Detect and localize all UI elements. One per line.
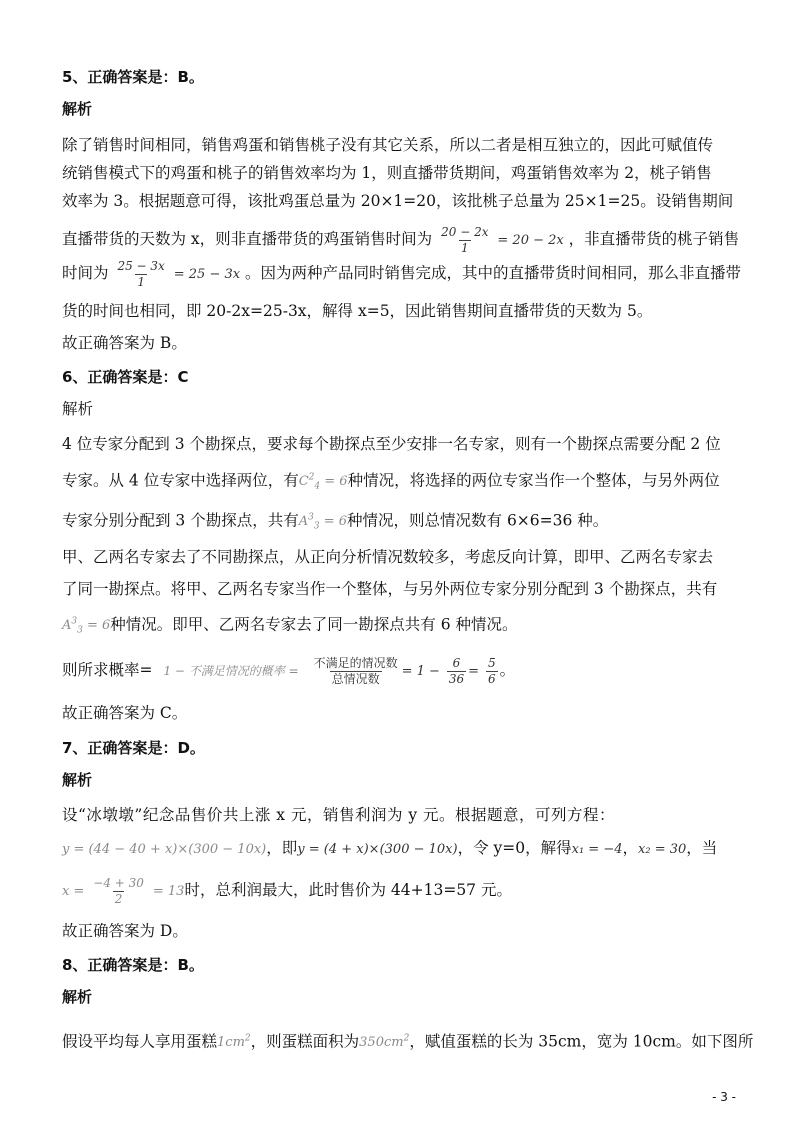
peach-fraction-numerator: 25 − 3x (117, 258, 165, 273)
unit-area-1-value: 1cm (217, 1035, 245, 1051)
q6-line-2-tail: 种情况，将选择的两位专家当作一个整体，与另外两位 (347, 471, 720, 490)
probability-fraction-2 (447, 656, 466, 687)
probability-equals: = (468, 664, 480, 679)
probability-label: 则所求概率= (62, 661, 153, 679)
arrangement-symbol-2: A (62, 618, 72, 634)
q6-line-4: 甲、乙两名专家去了不同勘探点，从正向分析情况数较多，考虑反向计算，即甲、乙两名专家去 (62, 548, 714, 566)
egg-fraction-numerator: 20 − 2x (441, 224, 489, 239)
q7-line-2-mid: ，令 y=0，解得 (457, 839, 572, 857)
arrangement-sub: 3 (313, 521, 320, 532)
probability-2-denominator: 36 (448, 671, 465, 686)
q6-line-1: 4 位专家分配到 3 个勘探点，要求每个勘探点至少安排一名专家，则有一个勘探点需要分配 2 位 (62, 435, 721, 453)
root-separator: ， (622, 839, 639, 857)
q6-heading: 6、正确答案是：C (62, 368, 189, 386)
q8-line-1-mid: ，则蛋糕面积为 (250, 1032, 360, 1051)
egg-fraction-denominator: 1 (460, 240, 469, 255)
q8-analysis-label: 解析 (62, 988, 93, 1006)
q7-line-3-tail: 时，总利润最大，此时售价为 44+13=57 元。 (184, 881, 512, 899)
q6-line-6 (62, 611, 738, 642)
combination-sub: 4 (314, 481, 321, 492)
probability-end: 。 (499, 661, 516, 679)
profit-equation-2: y = (4 + x)×(300 − 10x) (297, 842, 458, 857)
q5-line-5 (62, 256, 742, 292)
q5-analysis-label: 解析 (62, 100, 93, 118)
root-2: x₂ = 30 (638, 842, 687, 857)
vertex-numerator: −4 + 30 (93, 875, 144, 890)
q5-line-4 (62, 222, 738, 258)
q6-line-3-tail: 种情况，则总情况数有 6×6=36 种。 (347, 511, 609, 530)
q6-line-6-tail: 种情况。即甲、乙两名专家去了同一勘探点共有 6 种情况。 (110, 615, 518, 634)
q7-line-2-tail: ，当 (686, 839, 718, 857)
probability-2-numerator: 6 (452, 655, 461, 670)
arrangement-sub-2: 3 (77, 625, 83, 636)
peach-fraction-result: = 25 − 3x (173, 267, 241, 282)
combination-formula (298, 473, 348, 492)
arrangement-formula (298, 513, 348, 532)
arrangement-formula-2 (62, 617, 111, 636)
probability-denominator: 总情况数 (331, 671, 380, 686)
q6-line-5: 了同一勘探点。将甲、乙两名专家当作一个整体，与另外两位专家分别分配到 3 个勘探点，共有 (62, 580, 718, 598)
q6-line-3 (62, 507, 738, 538)
q5-answer: 故正确答案为 B。 (62, 334, 187, 352)
unit-area-2-value: 350cm (359, 1035, 404, 1051)
q8-line-1-tail: ，赋值蛋糕的长为 35cm，宽为 10cm。如下图所 (409, 1032, 754, 1051)
q7-answer: 故正确答案为 D。 (62, 922, 188, 940)
probability-fraction (312, 656, 400, 687)
probability-expression: 1 − 不满足情况的概率 = (163, 664, 299, 678)
probability-3-numerator: 5 (487, 655, 496, 670)
q7-line-2 (62, 837, 738, 861)
q7-line-3 (62, 870, 738, 912)
q5-line-5-tail: 。因为两种产品同时销售完成，其中的直播带货时间相同，那么非直播带 (245, 264, 742, 282)
probability-line (62, 650, 738, 692)
q6-line-2-text: 专家。从 4 位专家中选择两位，有 (62, 471, 299, 490)
unit-area-2 (359, 1035, 409, 1050)
vertex-denominator: 2 (114, 891, 123, 906)
arrangement-symbol: A (298, 514, 309, 530)
combination-symbol: C (298, 474, 309, 490)
probability-3-denominator: 6 (487, 671, 496, 686)
q7-analysis-label: 解析 (62, 771, 93, 789)
vertex-fraction (91, 876, 146, 907)
unit-area-1 (217, 1035, 251, 1050)
q5-line-5-text: 时间为 (62, 264, 109, 282)
probability-numerator: 不满足的情况数 (313, 655, 398, 670)
q7-line-2-text: ，即 (266, 839, 298, 857)
arrangement-sup-2: 3 (71, 617, 78, 627)
q6-line-2 (62, 467, 738, 498)
combination-value: = 6 (320, 474, 348, 490)
q7-heading: 7、正确答案是：D。 (62, 739, 205, 757)
unit-area-2-sup: 2 (403, 1034, 410, 1044)
q5-line-4-tail: ，非直播带货的桃子销售 (568, 230, 740, 248)
vertex-result: = 13 (152, 884, 185, 899)
combination-sup: 2 (308, 473, 315, 483)
vertex-x-label: x = (62, 884, 85, 899)
q5-line-6: 货的时间也相同，即 20-2x=25-3x，解得 x=5，因此销售期间直播带货的天数为 5。 (62, 302, 653, 320)
q6-line-3-text: 专家分别分配到 3 个勘探点，共有 (62, 511, 299, 530)
arrangement-value: = 6 (319, 514, 348, 530)
q8-line-1-text: 假设平均每人享用蛋糕 (62, 1032, 218, 1051)
q5-line-3: 效率为 3。根据题意可得，该批鸡蛋总量为 20×1=20，该批桃子总量为 25×1=25。设销售期间 (62, 192, 734, 210)
arrangement-sup: 3 (308, 513, 314, 523)
q5-line-2: 统销售模式下的鸡蛋和桃子的销售效率均为 1，则直播带货期间，鸡蛋销售效率为 2，桃子销售 (62, 164, 712, 182)
q6-analysis-label: 解析 (62, 400, 94, 418)
peach-time-fraction (115, 259, 166, 290)
egg-fraction-result: = 20 − 2x (497, 233, 564, 248)
page-number: - 3 - (712, 1090, 736, 1104)
egg-time-fraction (439, 225, 490, 256)
q5-line-1: 除了销售时间相同，销售鸡蛋和销售桃子没有其它关系，所以二者是相互独立的，因此可赋值传 (62, 136, 714, 154)
root-1: x₁ = −4 (571, 842, 623, 857)
arrangement-value-2: = 6 (82, 618, 111, 634)
probability-fraction-3 (486, 656, 498, 687)
profit-equation-1: y = (44 − 40 + x)×(300 − 10x) (62, 842, 267, 857)
q6-answer: 故正确答案为 C。 (62, 704, 188, 722)
q5-line-4-text: 直播带货的天数为 x，则非直播带货的鸡蛋销售时间为 (62, 230, 433, 248)
q5-heading: 5、正确答案是：B。 (62, 68, 204, 86)
unit-area-1-sup: 2 (244, 1034, 251, 1044)
probability-mid: = 1 − (401, 664, 440, 679)
q7-line-1: 设“冰墩墩”纪念品售价共上涨 x 元，销售利润为 y 元。根据题意，可列方程： (62, 806, 616, 824)
q8-heading: 8、正确答案是：B。 (62, 956, 204, 974)
q8-line-1 (62, 1028, 754, 1054)
peach-fraction-denominator: 1 (137, 274, 145, 289)
